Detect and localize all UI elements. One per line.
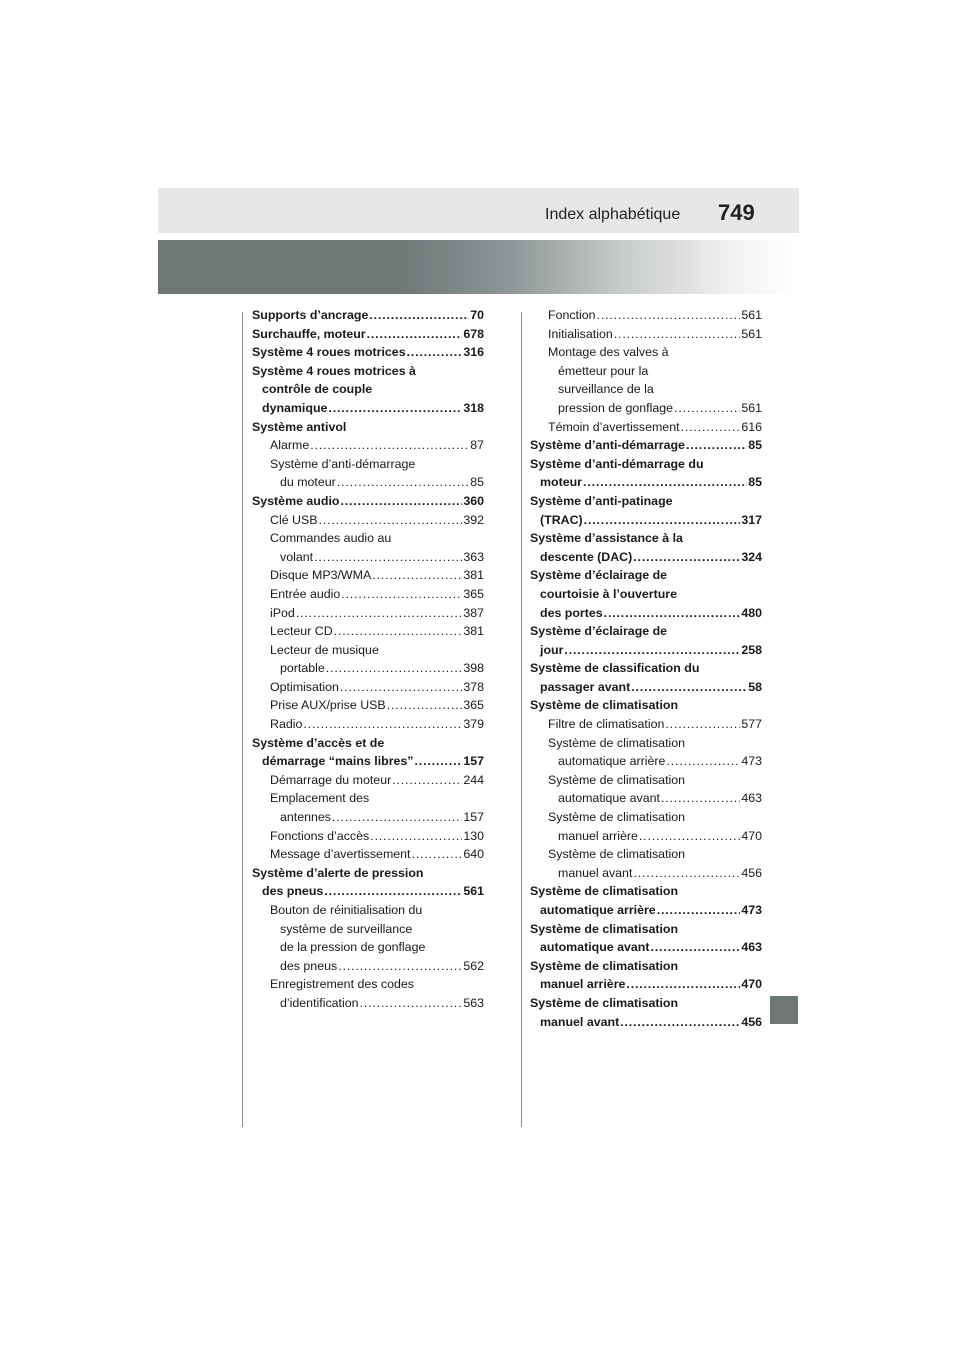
page-reference[interactable]: 616 [741,419,762,434]
index-entry-line [530,1013,762,1032]
dot-leader [372,566,462,585]
page-reference[interactable]: 58 [748,679,762,694]
index-entry-line [530,585,762,604]
index-entry-line [530,938,762,957]
dot-leader [337,473,469,492]
dot-leader [620,1013,740,1032]
dot-leader [661,789,740,808]
index-entry-line [530,529,762,548]
index-term: Entrée audio [270,586,341,601]
index-term: Témoin d’avertissement [548,419,680,434]
index-entry-line [252,827,484,846]
index-term: Optimisation [270,679,339,694]
index-entry-line [530,473,762,492]
index-term: Commandes audio au [270,531,392,546]
page-reference[interactable]: 392 [463,512,484,527]
index-entry-line [252,882,484,901]
index-entry-line [530,789,762,808]
index-term: d’identification [280,995,359,1010]
dot-leader [334,622,463,641]
index-entry-line [530,492,762,511]
index-term: manuel arrière [540,977,626,992]
index-entry-line [530,566,762,585]
index-term: manuel avant [540,1014,620,1029]
index-term: passager avant [540,679,631,694]
index-entry-line [252,994,484,1013]
page-reference[interactable]: 70 [470,308,484,322]
index-entry-line [530,882,762,901]
page-reference[interactable]: 381 [463,624,484,639]
index-entry-line [252,845,484,864]
dot-leader [314,548,462,567]
index-entry-line [530,696,762,715]
index-entry-line [252,975,484,994]
index-term: Surchauffe, moteur [252,326,366,341]
page-reference[interactable]: 473 [741,754,762,769]
index-entry-line [530,957,762,976]
index-entry-line [252,473,484,492]
column-divider-rule [521,312,522,1127]
index-column-right [530,306,762,1031]
dot-leader [633,548,740,567]
index-term: démarrage “mains libres” [262,754,414,769]
index-term: Système d’accès et de [252,735,385,750]
dot-leader [657,901,741,920]
index-entry-line [530,455,762,474]
index-entry-line [530,511,762,530]
index-entry-line [252,436,484,455]
index-entry-line [252,920,484,939]
index-term: système de surveillance [280,921,413,936]
index-entry-line [252,548,484,567]
page-reference[interactable]: 85 [748,438,762,453]
index-entry-line [530,771,762,790]
dot-leader [604,604,741,623]
dot-leader [631,678,747,697]
index-term: automatique arrière [540,903,656,917]
page-reference[interactable]: 398 [463,661,484,676]
dot-leader [328,399,462,418]
index-term: Système d’anti-démarrage [270,456,416,471]
index-term: Système audio [252,493,340,508]
page-reference[interactable]: 463 [741,791,762,806]
page-reference[interactable]: 316 [463,345,484,360]
dot-leader [369,306,469,325]
index-term: Système de climatisation [530,995,679,1010]
index-term: Emplacement des [270,791,370,806]
index-entry-line [252,455,484,474]
index-term: courtoisie à l’ouverture [540,586,678,601]
page-reference[interactable]: 563 [463,995,484,1010]
page-reference[interactable]: 381 [463,568,484,583]
index-term: Système de climatisation [548,810,686,825]
index-term: Système d’anti-démarrage du [530,456,704,471]
dot-leader [626,975,740,994]
page-reference[interactable]: 562 [463,958,484,973]
page-reference[interactable]: 258 [741,642,762,657]
index-term: des pneus [262,884,324,899]
index-term: Système 4 roues motrices à [252,363,416,378]
dot-leader [665,715,740,734]
index-term: Supports d’ancrage [252,308,369,322]
index-entry-line [252,566,484,585]
index-term: portable [280,661,325,676]
index-term: Lecteur de musique [270,642,379,657]
index-entry-line [530,752,762,771]
page-reference[interactable]: 473 [741,903,762,917]
index-entry-line [252,771,484,790]
index-entry-line [252,957,484,976]
page-reference[interactable]: 456 [741,865,762,880]
index-term: Prise AUX/prise USB [270,698,386,713]
index-entry-line [252,604,484,623]
index-entry-line [530,548,762,567]
page-header-title: Index alphabétique [545,206,681,223]
index-entry-line [252,938,484,957]
index-term: Radio [270,717,303,732]
index-entry-line [530,734,762,753]
dot-leader [303,715,462,734]
index-term: automatique arrière [558,754,666,769]
dot-leader [340,678,462,697]
index-entry-line [252,399,484,418]
index-term: surveillance de la [558,382,654,397]
index-entry-line [530,808,762,827]
index-term: Système de climatisation [548,735,686,750]
dot-leader [360,994,463,1013]
index-term: (TRAC) [540,512,583,527]
page-reference[interactable]: 577 [741,717,762,732]
index-entry-line [530,845,762,864]
dot-leader [666,752,740,771]
page-reference[interactable]: 470 [741,977,762,992]
index-entry-line [530,622,762,641]
index-term: Système de climatisation [530,958,679,973]
index-entry-line [252,511,484,530]
dot-leader [387,696,463,715]
dot-leader [597,306,741,325]
page-number: 749 [718,200,755,225]
index-term: contrôle de couple [262,382,373,397]
page-reference[interactable]: 561 [741,326,762,341]
index-entry-line [252,901,484,920]
dot-leader [310,436,469,455]
index-term: Système de climatisation [548,847,686,862]
index-term: manuel arrière [558,828,638,843]
index-term: Bouton de réinitialisation du [270,903,423,917]
dot-leader [324,882,462,901]
dot-leader [412,845,463,864]
index-entry-line [252,641,484,660]
index-entry-line [252,585,484,604]
page-reference[interactable]: 456 [741,1014,762,1029]
index-term: Alarme [270,438,310,453]
page-reference[interactable]: 463 [741,940,762,955]
index-entry-line [530,362,762,381]
index-entry-line [252,622,484,641]
page-reference[interactable]: 678 [463,326,484,341]
index-term: émetteur pour la [558,363,649,378]
index-entry-line [252,734,484,753]
index-term: Système antivol [252,419,347,434]
index-entry-line [252,696,484,715]
index-term: Système de climatisation [530,884,679,899]
index-term: Initialisation [548,326,613,341]
index-entry-line [252,808,484,827]
index-term: Clé USB [270,512,318,527]
dot-leader [584,511,741,530]
chapter-thumb-tab [770,996,798,1024]
page-reference[interactable]: 244 [463,772,484,787]
dot-leader [415,752,463,771]
page-reference[interactable]: 363 [463,549,484,564]
index-term: Démarrage du moteur [270,772,392,787]
page-reference[interactable]: 470 [741,828,762,843]
index-term: Fonction [548,308,596,322]
index-entry-line [252,418,484,437]
index-term: Fonctions d’accès [270,828,370,843]
index-entry-line [252,529,484,548]
page-reference[interactable]: 561 [463,884,484,899]
page-reference[interactable]: 318 [463,400,484,415]
index-term: pression de gonflage [558,400,674,415]
index-term: jour [540,642,564,657]
index-term: Système de climatisation [548,772,686,787]
page-reference[interactable]: 130 [463,828,484,843]
index-entry-line [530,325,762,344]
index-term: Lecteur CD [270,624,333,639]
index-entry-line [252,659,484,678]
dot-leader [639,827,740,846]
index-entry-line [530,864,762,883]
index-term: Filtre de climatisation [548,717,665,732]
dot-leader [340,492,462,511]
dot-leader [681,418,741,437]
dot-leader [370,827,462,846]
index-term: antennes [280,810,331,825]
index-entry-line [530,418,762,437]
index-term: Disque MP3/WMA [270,568,372,583]
page-reference[interactable]: 85 [470,475,484,490]
index-term: Message d’avertissement [270,847,411,862]
index-term: dynamique [262,400,328,415]
page-reference[interactable]: 324 [741,549,762,564]
index-entry-line [530,436,762,455]
index-term: moteur [540,475,582,490]
index-entry-line [252,789,484,808]
index-entry-line [252,306,484,325]
dot-leader [614,325,741,344]
index-term: automatique avant [558,791,660,806]
page-reference[interactable]: 157 [463,754,484,769]
index-entry-line [530,920,762,939]
index-term: Système d’anti-démarrage [530,438,685,453]
index-term: Système d’éclairage de [530,624,668,639]
page-reference[interactable]: 87 [470,438,484,453]
index-entry-line [530,901,762,920]
dot-leader [332,808,462,827]
page-reference[interactable]: 379 [463,717,484,732]
page-reference[interactable]: 365 [463,698,484,713]
index-entry-line [252,752,484,771]
dot-leader [392,771,462,790]
index-term: Système d’alerte de pression [252,865,424,880]
index-term: manuel avant [558,865,633,880]
index-entry-line [530,994,762,1013]
index-entry-line [530,343,762,362]
left-margin-rule [242,312,243,1127]
index-term: descente (DAC) [540,549,633,564]
index-entry-line [252,864,484,883]
dot-leader [650,938,740,957]
index-entry-line [530,399,762,418]
index-entry-line [530,827,762,846]
index-term: automatique avant [540,940,650,955]
index-term: Système d’éclairage de [530,568,668,583]
index-column-left [252,306,484,1013]
page-reference[interactable]: 480 [741,605,762,620]
index-entry-line [530,604,762,623]
index-entry-line [530,306,762,325]
index-entry-line [530,659,762,678]
index-term: des pneus [280,958,338,973]
index-entry-line [530,975,762,994]
dot-leader [633,864,740,883]
index-term: Système d’anti-patinage [530,493,673,508]
header-bar [158,188,799,233]
page-reference[interactable]: 640 [463,847,484,862]
index-term: Système de climatisation [530,698,679,713]
page-reference[interactable]: 360 [463,493,484,508]
index-entry-line [252,492,484,511]
index-term: de la pression de gonflage [280,940,426,955]
dot-leader [367,325,463,344]
dot-leader [583,473,747,492]
index-entry-line [252,715,484,734]
index-term: Enregistrement des codes [270,977,414,992]
dot-leader [319,511,463,530]
page-reference[interactable]: 317 [741,512,762,527]
index-term: Montage des valves à [548,345,669,360]
page-reference[interactable]: 387 [463,605,484,620]
page-reference[interactable]: 157 [463,810,484,825]
dot-leader [407,343,463,362]
dot-leader [326,659,463,678]
index-term: Système de climatisation [530,921,679,936]
index-entry-line [252,325,484,344]
index-entry-line [530,678,762,697]
dot-leader [296,604,463,623]
dot-leader [674,399,740,418]
dot-leader [338,957,462,976]
index-term: Système de classification du [530,661,700,676]
header-gradient-band [158,240,799,294]
index-entry-line [252,678,484,697]
index-entry-line [530,641,762,660]
dot-leader [686,436,747,455]
index-term: des portes [540,605,603,620]
index-entry-line [252,343,484,362]
page-reference[interactable]: 85 [748,475,762,490]
page-reference[interactable]: 378 [463,679,484,694]
dot-leader [564,641,740,660]
index-term: Système 4 roues motrices [252,345,406,360]
index-term: volant [280,549,314,564]
index-entry-line [530,380,762,399]
index-entry-line [252,380,484,399]
page-reference[interactable]: 561 [741,400,762,415]
index-term: iPod [270,605,295,620]
index-entry-line [530,715,762,734]
dot-leader [341,585,462,604]
index-entry-line [252,362,484,381]
page-reference[interactable]: 365 [463,586,484,601]
index-term: du moteur [280,475,336,490]
page-reference[interactable]: 561 [741,308,762,322]
index-term: Système d’assistance à la [530,531,683,546]
